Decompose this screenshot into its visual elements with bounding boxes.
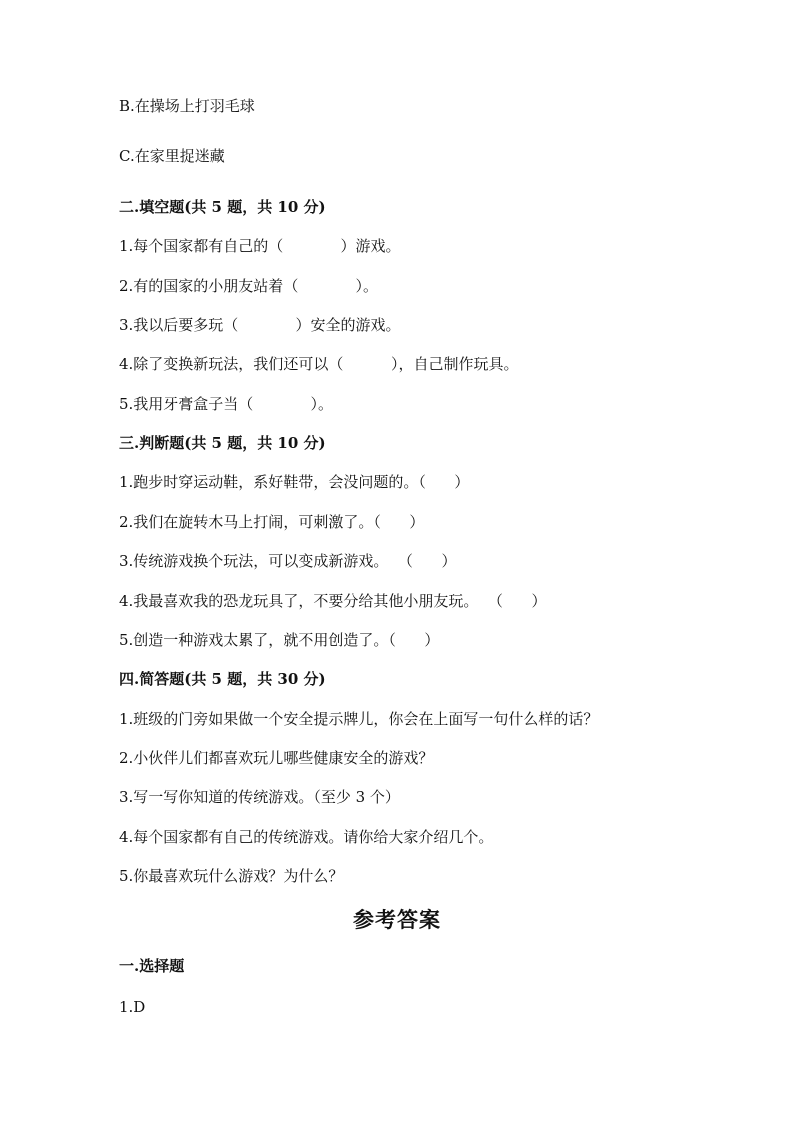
option-b: B.在操场上打羽毛球 [119, 97, 255, 115]
judge-item-1: 1.跑步时穿运动鞋，系好鞋带，会没问题的。（ ） [119, 473, 470, 491]
short-section-heading: 四.简答题(共 5 题，共 30 分) [119, 670, 326, 688]
answer-item-1: 1.D [119, 998, 146, 1016]
fill-item-4: 4.除了变换新玩法，我们还可以（ ），自己制作玩具。 [119, 355, 519, 373]
short-item-2: 2.小伙伴儿们都喜欢玩儿哪些健康安全的游戏？ [119, 749, 434, 767]
fill-item-5: 5.我用牙膏盒子当（ ）。 [119, 395, 334, 413]
judge-item-4: 4.我最喜欢我的恐龙玩具了，不要分给其他小朋友玩。 （ ） [119, 592, 547, 610]
judge-item-5: 5.创造一种游戏太累了，就不用创造了。（ ） [119, 631, 440, 649]
option-c: C.在家里捉迷藏 [119, 147, 225, 165]
answer-key-title: 参考答案 [353, 907, 441, 932]
short-item-1: 1.班级的门旁如果做一个安全提示牌儿，你会在上面写一句什么样的话？ [119, 710, 599, 728]
judge-item-2: 2.我们在旋转木马上打闹，可刺激了。（ ） [119, 513, 425, 531]
fill-item-1: 1.每个国家都有自己的（ ）游戏。 [119, 237, 401, 255]
short-item-3: 3.写一写你知道的传统游戏。（至少 3 个） [119, 788, 400, 806]
short-item-5: 5.你最喜欢玩什么游戏？为什么？ [119, 867, 344, 885]
fill-item-2: 2.有的国家的小朋友站着（ ）。 [119, 277, 379, 295]
fill-item-3: 3.我以后要多玩（ ）安全的游戏。 [119, 316, 401, 334]
answer-section-heading: 一.选择题 [119, 957, 185, 975]
fill-section-heading: 二.填空题(共 5 题，共 10 分) [119, 198, 326, 216]
short-item-4: 4.每个国家都有自己的传统游戏。请你给大家介绍几个。 [119, 828, 494, 846]
judge-section-heading: 三.判断题(共 5 题，共 10 分) [119, 434, 326, 452]
judge-item-3: 3.传统游戏换个玩法，可以变成新游戏。 （ ） [119, 552, 457, 570]
